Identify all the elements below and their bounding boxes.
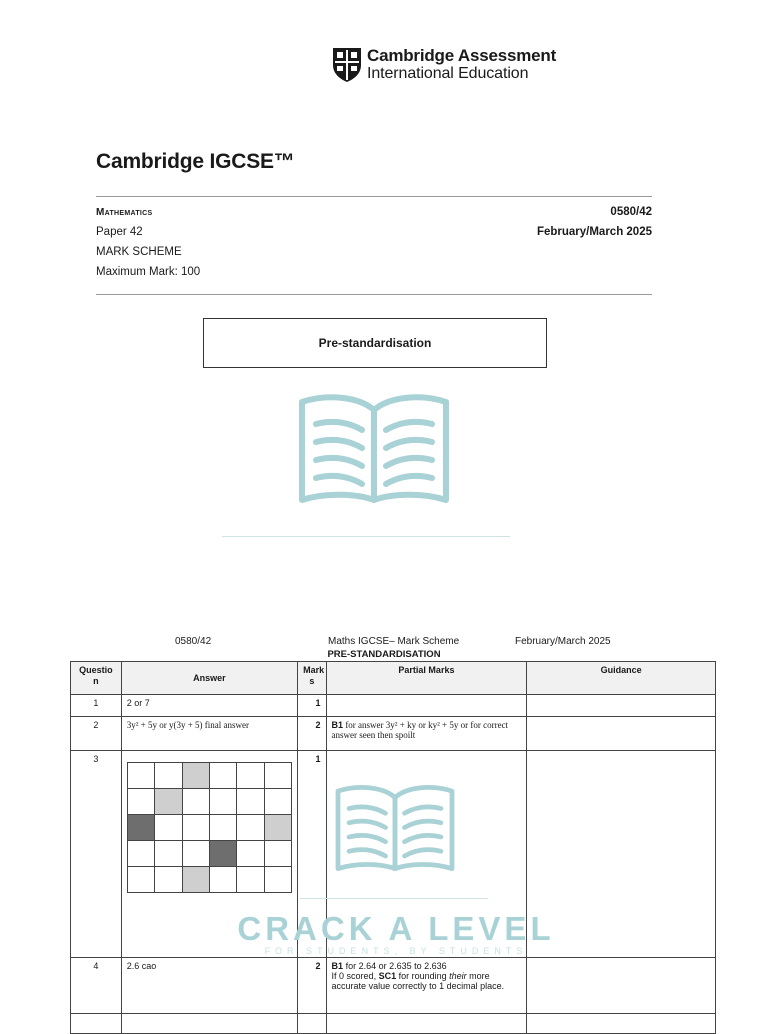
cambridge-shield-icon xyxy=(332,47,362,83)
grid-row xyxy=(127,763,291,789)
watermark-line xyxy=(300,898,488,899)
guidance-cell xyxy=(527,717,716,751)
partial-text: If 0 scored, xyxy=(331,971,379,981)
grid-cell xyxy=(264,841,291,867)
grid-cell xyxy=(237,763,264,789)
grid-cell xyxy=(155,815,182,841)
grid-cell-light xyxy=(182,867,209,893)
grid-cell xyxy=(264,763,291,789)
grid-cell xyxy=(127,867,154,893)
page-session: February/March 2025 xyxy=(515,636,611,647)
grid-row xyxy=(127,789,291,815)
divider xyxy=(96,196,652,197)
grid-row xyxy=(127,841,291,867)
marks-cell: 2 xyxy=(298,958,326,1014)
partial-marks-cell xyxy=(326,717,527,751)
subject-label: Mathematics xyxy=(96,207,153,218)
mark-code: SC1 xyxy=(378,971,397,981)
table-row xyxy=(71,695,716,717)
page-subheading: PRE-STANDARDISATION xyxy=(327,649,441,660)
document-title: Cambridge IGCSE™ xyxy=(96,150,295,173)
answer-cell: 2.6 cao xyxy=(121,958,297,1014)
grid-row xyxy=(127,815,291,841)
guidance-cell xyxy=(527,958,716,1014)
grid-cell-light xyxy=(182,763,209,789)
grid-cell xyxy=(237,867,264,893)
header-marks: Mark s xyxy=(298,662,326,695)
grid-cell xyxy=(155,841,182,867)
question-number: 2 xyxy=(71,717,122,751)
partial-text: more accurate value correctly to 1 decimal place. xyxy=(331,971,505,991)
exam-session: February/March 2025 xyxy=(536,226,652,238)
header-partial-marks: Partial Marks xyxy=(326,662,527,695)
grid-cell xyxy=(209,789,236,815)
partial-marks-cell xyxy=(326,695,527,717)
question-number: 1 xyxy=(71,695,122,717)
grid-cell-dark xyxy=(209,841,236,867)
grid-cell xyxy=(127,763,154,789)
marks-cell: 2 xyxy=(298,717,326,751)
grid-cell xyxy=(155,867,182,893)
question-number: 3 xyxy=(71,751,122,958)
grid-cell xyxy=(237,815,264,841)
marks-cell: 1 xyxy=(298,695,326,717)
partial-text: for rounding xyxy=(396,971,450,981)
open-book-watermark-icon xyxy=(330,780,460,875)
grid-cell xyxy=(127,789,154,815)
grid-cell xyxy=(155,763,182,789)
mark-code: B1 xyxy=(331,720,344,730)
grid-cell xyxy=(127,841,154,867)
divider xyxy=(96,294,652,295)
pre-standardisation-box: Pre-standardisation xyxy=(203,318,547,368)
grid-cell xyxy=(182,815,209,841)
watermark-line xyxy=(222,536,510,537)
grid-cell-light xyxy=(264,815,291,841)
table-header-row xyxy=(71,662,716,695)
syllabus-code: 0580/42 xyxy=(610,206,652,218)
grid-cell xyxy=(264,789,291,815)
partial-text: for answer 3y² + ky or ky² + 5y or for correct answer seen then spoilt xyxy=(331,720,509,740)
grid-cell xyxy=(209,763,236,789)
grid-cell xyxy=(209,867,236,893)
grid-row xyxy=(127,867,291,893)
grid-cell xyxy=(237,789,264,815)
mark-code: B1 xyxy=(331,961,344,971)
grid-cell xyxy=(264,867,291,893)
watermark-title: CRACK A LEVEL xyxy=(237,910,555,947)
maximum-mark: Maximum Mark: 100 xyxy=(96,266,201,278)
guidance-cell xyxy=(527,695,716,717)
partial-marks-cell xyxy=(326,958,527,1014)
answer-cell: 3y² + 5y or y(3y + 5) final answer xyxy=(121,717,297,751)
header-answer: Answer xyxy=(121,662,297,695)
shaded-grid-answer xyxy=(127,762,292,893)
answer-cell: 2 or 7 xyxy=(121,695,297,717)
question-number: 4 xyxy=(71,958,122,1014)
partial-text: their xyxy=(449,971,467,981)
logo-line-2: International Education xyxy=(367,65,529,82)
grid-cell xyxy=(182,841,209,867)
open-book-icon xyxy=(296,388,452,508)
paper-label: Paper 42 xyxy=(96,226,143,238)
table-row xyxy=(71,958,716,1014)
table-row xyxy=(71,717,716,751)
grid-cell xyxy=(182,789,209,815)
grid-cell-dark xyxy=(127,815,154,841)
page-course: Maths IGCSE– Mark Scheme xyxy=(328,636,460,647)
grid-cell xyxy=(209,815,236,841)
watermark-subtitle: FOR STUDENTS, BY STUDENTS xyxy=(264,946,528,956)
header-question: Questio n xyxy=(71,662,122,695)
grid-cell-light xyxy=(155,789,182,815)
partial-text: for 2.64 or 2.635 to 2.636 xyxy=(343,961,447,971)
grid-cell xyxy=(237,841,264,867)
page-code: 0580/42 xyxy=(175,636,212,647)
logo-line-1: Cambridge Assessment xyxy=(367,46,557,65)
document-type: MARK SCHEME xyxy=(96,246,182,258)
cambridge-logo xyxy=(332,47,556,83)
header-guidance: Guidance xyxy=(527,662,716,695)
marks-cell: 1 xyxy=(298,751,326,958)
